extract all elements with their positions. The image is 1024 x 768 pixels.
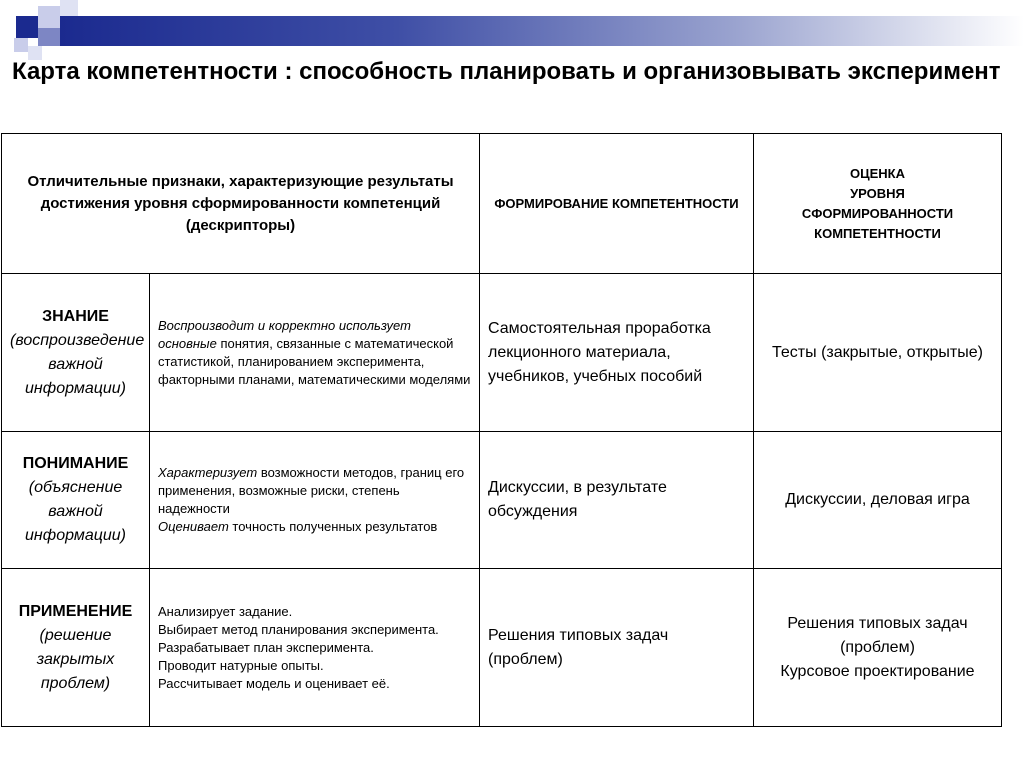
- row-label-application: [2, 569, 150, 727]
- decor-square: [60, 0, 78, 16]
- descriptor-knowledge: [150, 274, 480, 432]
- assessment-line: Тесты (закрытые, открытые): [772, 343, 983, 361]
- forming-application: Решения типовых задач (проблем): [480, 569, 754, 727]
- competence-table: [1, 133, 1002, 727]
- row-label-title: ПРИМЕНЕНИЕ: [18, 602, 133, 620]
- header-forming: ФОРМИРОВАНИЕ КОМПЕТЕНТНОСТИ: [480, 134, 754, 274]
- assessment-understanding: [754, 432, 1002, 569]
- row-label-explanation: (объяснение важной информации): [24, 479, 126, 544]
- decor-square: [38, 6, 60, 28]
- descriptor-line: [158, 464, 471, 518]
- descriptor-understanding: [150, 432, 480, 569]
- forming-understanding: Дискуссии, в результате обсуждения: [480, 432, 754, 569]
- descriptor-application: [150, 569, 480, 727]
- descriptor-line: [158, 518, 471, 536]
- page-title: Карта компетентности : способность планировать и организовывать эксперимент: [12, 58, 1001, 85]
- header-descriptors: Отличительные признаки, характеризующие результаты достижения уровня сформированности компетенций (дескрипторы): [2, 134, 480, 274]
- row-label-knowledge: [2, 274, 150, 432]
- assessment-application: [754, 569, 1002, 727]
- descriptor-text: возможности методов, границ его применения, возможные риски, степень надежности: [158, 465, 465, 516]
- descriptor-italic: Воспроизводит и корректно использует основные: [158, 317, 411, 351]
- row-label-understanding: [2, 432, 150, 569]
- descriptor-line: Проводит натурные опыты.: [158, 657, 324, 673]
- row-label-explanation: (решение закрытых проблем): [36, 626, 115, 692]
- assessment-knowledge: [754, 274, 1002, 432]
- descriptor-line: Разрабатывает план эксперимента.: [158, 639, 374, 655]
- descriptor-text: понятия, связанные с математической статистикой, планированием эксперимента, факторными планами, математическими моделями: [158, 335, 471, 387]
- descriptor-line: Выбирает метод планирования эксперимента.: [158, 621, 439, 637]
- header-assessment-line: КОМПЕТЕНТНОСТИ: [814, 225, 941, 241]
- assessment-line: Дискуссии, деловая игра: [785, 491, 970, 508]
- header-gradient-bar: [60, 16, 1024, 46]
- header-assessment-line: УРОВНЯ: [850, 185, 905, 201]
- descriptor-italic: Оценивает: [158, 519, 229, 534]
- decor-square: [16, 16, 38, 38]
- row-label-title: ПОНИМАНИЕ: [22, 455, 129, 472]
- table-row-knowledge: [2, 274, 1002, 432]
- descriptor-line: Рассчитывает модель и оценивает её.: [158, 675, 390, 691]
- decor-square: [38, 28, 60, 46]
- descriptor-text: точность полученных результатов: [228, 519, 438, 534]
- row-label-title: ЗНАНИЕ: [42, 307, 109, 325]
- decor-square: [14, 38, 28, 52]
- header-assessment: [754, 134, 1002, 274]
- assessment-line: Решения типовых задач (проблем): [787, 614, 968, 656]
- table-row-application: [2, 569, 1002, 727]
- table-row-understanding: [2, 432, 1002, 569]
- row-label-explanation: (воспроизведение важной информации): [10, 331, 145, 397]
- forming-knowledge: Самостоятельная проработка лекционного материала, учебников, учебных пособий: [480, 274, 754, 432]
- descriptor-line: Анализирует задание.: [158, 603, 293, 619]
- header-assessment-line: СФОРМИРОВАННОСТИ: [801, 205, 954, 221]
- assessment-line: Курсовое проектирование: [780, 662, 975, 680]
- header-assessment-line: ОЦЕНКА: [850, 165, 905, 181]
- descriptor-italic: Характеризует: [158, 465, 258, 480]
- table-header-row: [2, 134, 1002, 274]
